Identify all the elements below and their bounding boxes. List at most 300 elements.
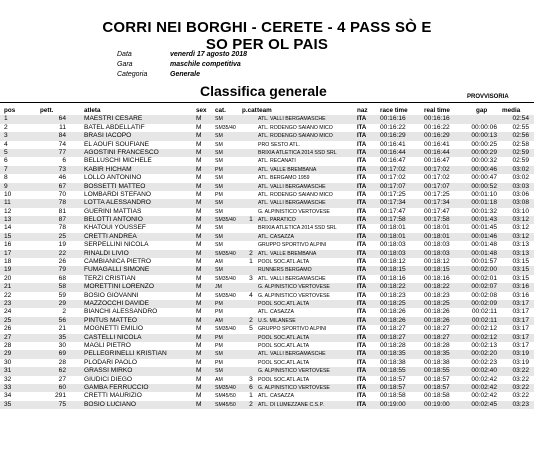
row-real-time: 00:18:12 <box>424 258 450 266</box>
row-gap: 00:02:12 <box>471 333 497 341</box>
row-bib: 25 <box>58 232 66 240</box>
row-category: SM <box>215 116 223 123</box>
row-category: SM35/40 <box>215 384 236 391</box>
race-title-line-1: CORRI NEI BORGHI - CERETE - 4 PASS SÒ E <box>102 19 432 36</box>
col-header-team: team <box>257 107 272 114</box>
row-gap: 00:02:42 <box>471 383 497 391</box>
row-athlete: CRETTI ANDREA <box>84 232 137 240</box>
row-average: 03:17 <box>512 341 529 349</box>
row-gap: 00:00:29 <box>471 148 497 156</box>
race-title-line-2: SO PER OL PAIS <box>205 36 329 53</box>
section-divider <box>0 102 534 103</box>
row-gap: 00:01:32 <box>471 207 497 215</box>
row-real-time: 00:18:58 <box>424 392 450 400</box>
col-header-nationality: naz <box>357 107 368 114</box>
row-position: 30 <box>4 358 12 366</box>
table-row <box>0 141 534 149</box>
row-nationality: ITA <box>357 158 367 165</box>
col-header-gap: gap <box>476 107 488 114</box>
row-gap: 00:00:32 <box>471 157 497 165</box>
row-position: 35 <box>4 400 12 408</box>
row-nationality: ITA <box>357 326 367 333</box>
row-athlete: GIUDICI DIEGO <box>84 375 132 383</box>
row-race-time: 00:18:38 <box>380 358 406 366</box>
row-team: G. ALPINISTICO VERTOVESE <box>258 284 330 291</box>
row-average: 03:16 <box>512 283 529 291</box>
row-bib: 79 <box>58 266 66 274</box>
row-real-time: 00:18:03 <box>424 249 450 257</box>
row-real-time: 00:18:01 <box>424 224 450 232</box>
row-real-time: 00:18:15 <box>424 266 450 274</box>
row-sex: M <box>196 299 202 307</box>
row-real-time: 00:17:02 <box>424 174 450 182</box>
row-nationality: ITA <box>357 334 367 341</box>
row-gap: 00:01:48 <box>471 249 497 257</box>
row-bib: 22 <box>58 249 66 257</box>
row-position: 6 <box>4 157 8 165</box>
col-header-category-position: p.cat <box>242 107 257 114</box>
table-row <box>0 376 534 384</box>
row-team: ATL. RECANATI <box>258 158 296 165</box>
row-team: POOL SOC.ATL.ALTA <box>258 359 310 366</box>
row-position: 14 <box>4 224 12 232</box>
row-average: 02:59 <box>512 157 529 165</box>
row-average: 02:55 <box>512 123 529 131</box>
row-category: SM <box>215 133 223 140</box>
row-athlete: CASTELLI NICOLA <box>84 333 142 341</box>
row-real-time: 00:16:22 <box>424 123 450 131</box>
row-category: SM <box>215 242 223 249</box>
row-athlete: MORETTINI LORENZO <box>84 283 154 291</box>
row-gap: 00:00:25 <box>471 140 497 148</box>
row-sex: M <box>196 157 202 165</box>
table-row <box>0 241 534 249</box>
row-race-time: 00:18:57 <box>380 383 406 391</box>
row-position: 5 <box>4 148 8 156</box>
row-gap: 00:01:43 <box>471 216 497 224</box>
row-category: SM35/40 <box>215 124 236 131</box>
table-row <box>0 392 534 400</box>
row-average: 03:15 <box>512 258 529 266</box>
row-position: 20 <box>4 274 12 282</box>
row-average: 03:13 <box>512 241 529 249</box>
row-race-time: 00:18:27 <box>380 333 406 341</box>
table-row <box>0 208 534 216</box>
row-race-time: 00:19:00 <box>380 400 406 408</box>
row-gap: 00:00:13 <box>471 132 497 140</box>
row-athlete: PELLEGRINELLI KRISTIAN <box>84 350 167 358</box>
row-real-time: 00:18:01 <box>424 232 450 240</box>
row-sex: M <box>196 132 202 140</box>
row-position: 10 <box>4 190 12 198</box>
row-nationality: ITA <box>357 191 367 198</box>
row-athlete: MAGLI PIETRO <box>84 341 131 349</box>
row-sex: M <box>196 123 202 131</box>
row-position: 4 <box>4 140 8 148</box>
row-sex: M <box>196 182 202 190</box>
row-nationality: ITA <box>357 376 367 383</box>
row-team: ATL. VALLE BREMBANA <box>258 166 317 173</box>
table-row <box>0 401 534 409</box>
row-team: ATL. VALLE BREMBANA <box>258 250 317 257</box>
row-bib: 58 <box>58 283 66 291</box>
row-real-time: 00:17:02 <box>424 165 450 173</box>
row-position: 34 <box>4 392 12 400</box>
row-category: PM <box>215 166 223 173</box>
row-category: PM <box>215 334 223 341</box>
row-position: 26 <box>4 325 12 333</box>
table-row <box>0 183 534 191</box>
row-bib: 291 <box>54 392 66 400</box>
row-sex: M <box>196 266 202 274</box>
row-category: SM <box>215 233 223 240</box>
row-team: ATL. VALLI BERGAMASCHE <box>258 183 326 190</box>
row-race-time: 00:18:55 <box>380 367 406 375</box>
row-category: PM <box>215 309 223 316</box>
row-nationality: ITA <box>357 124 367 131</box>
row-athlete: KABIR HICHAM <box>84 165 132 173</box>
row-gap: 00:02:42 <box>471 392 497 400</box>
table-row <box>0 359 534 367</box>
row-bib: 78 <box>58 199 66 207</box>
row-position: 31 <box>4 367 12 375</box>
row-average: 03:02 <box>512 165 529 173</box>
row-sex: M <box>196 140 202 148</box>
info-value: venerdì 17 agosto 2018 <box>170 51 248 58</box>
row-nationality: ITA <box>357 284 367 291</box>
row-athlete: LOTTA ALESSANDRO <box>84 199 151 207</box>
row-real-time: 00:18:28 <box>424 341 450 349</box>
row-real-time: 00:16:41 <box>424 140 450 148</box>
row-race-time: 00:17:07 <box>380 182 406 190</box>
row-average: 03:19 <box>512 358 529 366</box>
row-category: SM35/40 <box>215 217 236 224</box>
row-category-position: 1 <box>249 258 253 266</box>
row-nationality: ITA <box>357 267 367 274</box>
table-row <box>0 191 534 199</box>
table-row <box>0 384 534 392</box>
row-sex: M <box>196 400 202 408</box>
row-team: POOL SOC.ATL.ALTA <box>258 259 310 266</box>
row-category: SM35/40 <box>215 292 236 299</box>
row-real-time: 00:19:00 <box>424 400 450 408</box>
row-position: 11 <box>4 199 11 207</box>
row-bib: 62 <box>58 367 66 375</box>
row-gap: 00:01:46 <box>471 232 497 240</box>
row-average: 03:06 <box>512 190 529 198</box>
row-bib: 30 <box>58 341 66 349</box>
row-category: AM <box>215 259 223 266</box>
info-label: Gara <box>117 61 133 68</box>
row-bib: 75 <box>58 400 66 408</box>
row-position: 29 <box>4 350 12 358</box>
row-sex: M <box>196 367 202 375</box>
row-category: SM <box>215 200 223 207</box>
row-position: 3 <box>4 132 8 140</box>
row-bib: 70 <box>58 190 66 198</box>
row-bib: 21 <box>58 325 66 333</box>
row-nationality: ITA <box>357 309 367 316</box>
row-position: 25 <box>4 316 12 324</box>
row-average: 02:56 <box>512 132 529 140</box>
row-race-time: 00:17:02 <box>380 165 406 173</box>
row-team: G. ALPINISTICO VERTOVESE <box>258 384 330 391</box>
row-bib: 46 <box>58 174 66 182</box>
row-sex: M <box>196 207 202 215</box>
row-average: 03:17 <box>512 333 529 341</box>
row-average: 03:12 <box>512 224 529 232</box>
row-gap: 00:02:11 <box>471 316 497 324</box>
row-athlete: MAESTRI CESARE <box>84 115 143 123</box>
row-category-position: 1 <box>249 392 253 400</box>
row-category: SM <box>215 149 223 156</box>
row-position: 17 <box>4 249 12 257</box>
row-gap: 00:00:52 <box>471 182 497 190</box>
row-position: 18 <box>4 258 12 266</box>
row-real-time: 00:18:57 <box>424 375 450 383</box>
row-category: SM <box>215 351 223 358</box>
row-athlete: TERZI CRISTIAN <box>84 274 136 282</box>
row-sex: M <box>196 375 202 383</box>
row-position: 16 <box>4 241 12 249</box>
table-row <box>0 258 534 266</box>
section-header <box>0 83 534 105</box>
row-team: G. ALPINISTICO VERTOVESE <box>258 208 330 215</box>
row-race-time: 00:18:22 <box>380 283 406 291</box>
row-nationality: ITA <box>357 242 367 249</box>
row-race-time: 00:18:27 <box>380 325 406 333</box>
row-real-time: 00:18:16 <box>424 274 450 282</box>
row-athlete: RINALDI LIVIO <box>84 249 129 257</box>
row-nationality: ITA <box>357 401 367 408</box>
row-nationality: ITA <box>357 183 367 190</box>
row-athlete: FUMAGALLI SIMONE <box>84 266 150 274</box>
row-gap: 00:01:10 <box>471 190 497 198</box>
row-gap: 00:01:48 <box>471 241 497 249</box>
row-athlete: MOGNETTI EMILIO <box>84 325 143 333</box>
row-race-time: 00:17:58 <box>380 216 406 224</box>
row-gap: 00:02:45 <box>471 400 497 408</box>
row-average: 02:58 <box>512 140 529 148</box>
row-race-time: 00:16:29 <box>380 132 406 140</box>
row-real-time: 00:18:57 <box>424 383 450 391</box>
row-average: 03:17 <box>512 325 529 333</box>
row-race-time: 00:18:58 <box>380 392 406 400</box>
row-gap: 00:02:08 <box>471 291 497 299</box>
row-average: 03:22 <box>512 367 529 375</box>
row-category-position: 2 <box>249 249 253 257</box>
col-header-bib: pett. <box>40 107 54 114</box>
row-race-time: 00:18:26 <box>380 316 406 324</box>
row-category: JM <box>215 284 222 291</box>
row-gap: 00:02:07 <box>471 283 497 291</box>
row-athlete: LOMBARDI STEFANO <box>84 190 152 198</box>
row-team: ATL. CASAZZA <box>258 233 294 240</box>
row-gap: 00:02:09 <box>471 299 497 307</box>
row-position: 22 <box>4 291 12 299</box>
row-race-time: 00:18:01 <box>380 232 406 240</box>
row-race-time: 00:18:12 <box>380 258 406 266</box>
row-nationality: ITA <box>357 166 367 173</box>
col-header-athlete: atleta <box>84 107 101 114</box>
row-sex: M <box>196 341 202 349</box>
col-header-sex: sex <box>196 107 207 114</box>
row-position: 9 <box>4 182 8 190</box>
row-nationality: ITA <box>357 292 367 299</box>
row-real-time: 00:18:26 <box>424 308 450 316</box>
row-nationality: ITA <box>357 133 367 140</box>
row-athlete: BIANCHI ALESSANDRO <box>84 308 158 316</box>
row-team: GRUPPO SPORTIVO ALPINI <box>258 326 327 333</box>
row-race-time: 00:16:41 <box>380 140 406 148</box>
row-bib: 59 <box>58 291 66 299</box>
row-nationality: ITA <box>357 317 367 324</box>
row-sex: M <box>196 258 202 266</box>
table-row <box>0 166 534 174</box>
row-nationality: ITA <box>357 275 367 282</box>
row-average: 03:03 <box>512 182 529 190</box>
row-gap: 00:01:45 <box>471 224 497 232</box>
row-bib: 67 <box>58 182 66 190</box>
row-race-time: 00:18:01 <box>380 224 406 232</box>
row-bib: 11 <box>59 123 66 131</box>
row-category: SM45/50 <box>215 393 236 400</box>
row-sex: M <box>196 199 202 207</box>
row-team: G. ALPINISTICO VERTOVESE <box>258 292 330 299</box>
row-bib: 29 <box>58 299 66 307</box>
row-race-time: 00:17:47 <box>380 207 406 215</box>
table-row <box>0 199 534 207</box>
table-row <box>0 149 534 157</box>
row-bib: 28 <box>58 358 66 366</box>
row-position: 1 <box>4 115 8 123</box>
row-team: POOL SOC.ATL.ALTA <box>258 376 310 383</box>
table-row <box>0 367 534 375</box>
row-position: 28 <box>4 341 12 349</box>
row-average: 03:23 <box>512 400 529 408</box>
row-sex: M <box>196 392 202 400</box>
row-race-time: 00:16:47 <box>380 157 406 165</box>
col-header-real-time: real time <box>424 107 450 114</box>
row-real-time: 00:18:38 <box>424 358 450 366</box>
row-race-time: 00:18:57 <box>380 375 406 383</box>
row-gap: 00:01:57 <box>471 258 497 266</box>
row-team: RUNNERS BERGAMO <box>258 267 312 274</box>
row-race-time: 00:16:44 <box>380 148 406 156</box>
row-nationality: ITA <box>357 208 367 215</box>
row-average: 03:22 <box>512 392 529 400</box>
row-gap: 00:02:01 <box>471 274 497 282</box>
row-sex: M <box>196 291 202 299</box>
row-bib: 2 <box>62 308 66 316</box>
row-real-time: 00:18:22 <box>424 283 450 291</box>
results-table <box>0 107 534 409</box>
row-real-time: 00:16:29 <box>424 132 450 140</box>
row-category: SM <box>215 368 223 375</box>
row-average: 03:02 <box>512 174 529 182</box>
row-nationality: ITA <box>357 250 367 257</box>
row-athlete: BOSIO GIOVANNI <box>84 291 139 299</box>
row-team: PRO SESTO ATL. <box>258 141 300 148</box>
row-bib: 69 <box>58 350 66 358</box>
row-sex: M <box>196 358 202 366</box>
row-athlete: KHATOUI YOUSSEF <box>84 224 146 232</box>
col-header-race-time: race time <box>380 107 408 114</box>
row-real-time: 00:16:47 <box>424 157 450 165</box>
row-nationality: ITA <box>357 233 367 240</box>
info-value: Generale <box>170 71 200 78</box>
row-team: ATL. PARATICO <box>258 217 296 224</box>
table-row <box>0 216 534 224</box>
row-bib: 68 <box>58 274 66 282</box>
table-row <box>0 350 534 358</box>
row-average: 02:59 <box>512 148 529 156</box>
row-real-time: 00:16:44 <box>424 148 450 156</box>
row-race-time: 00:18:15 <box>380 266 406 274</box>
row-race-time: 00:18:28 <box>380 341 406 349</box>
row-average: 03:10 <box>512 207 529 215</box>
row-average: 03:22 <box>512 383 529 391</box>
row-gap: 00:02:00 <box>471 266 497 274</box>
row-gap: 00:00:06 <box>471 123 497 131</box>
row-position: 21 <box>4 283 12 291</box>
row-real-time: 00:18:27 <box>424 325 450 333</box>
row-bib: 27 <box>58 375 66 383</box>
row-team: ATL. CASAZZA <box>258 393 294 400</box>
row-athlete: BATEL ABDELLATIF <box>84 123 145 131</box>
row-race-time: 00:18:23 <box>380 291 406 299</box>
row-position: 27 <box>4 333 12 341</box>
row-position: 33 <box>4 383 12 391</box>
row-real-time: 00:18:55 <box>424 367 450 375</box>
row-bib: 19 <box>58 241 66 249</box>
row-athlete: MAZZOCCHI DAVIDE <box>84 299 150 307</box>
row-bib: 87 <box>58 216 66 224</box>
row-category-position: 4 <box>249 291 253 299</box>
row-average: 03:15 <box>512 274 529 282</box>
row-category-position: 1 <box>249 216 253 224</box>
row-gap: 00:00:47 <box>471 174 497 182</box>
row-athlete: GRASSI MIRKO <box>84 367 133 375</box>
table-row <box>0 115 534 123</box>
row-real-time: 00:18:23 <box>424 291 450 299</box>
row-gap: 00:02:42 <box>471 375 497 383</box>
results-rows <box>0 115 534 409</box>
row-athlete: CAMBIANICA PIETRO <box>84 258 152 266</box>
row-position: 32 <box>4 375 12 383</box>
row-gap: 00:02:20 <box>471 350 497 358</box>
row-category: AM <box>215 317 223 324</box>
row-real-time: 00:18:35 <box>424 350 450 358</box>
row-gap: 00:02:13 <box>471 341 497 349</box>
row-athlete: SERPELLINI NICOLA <box>84 241 149 249</box>
row-category: SM <box>215 208 223 215</box>
row-position: 19 <box>4 266 12 274</box>
row-category: SM45/50 <box>215 401 236 408</box>
row-sex: M <box>196 308 202 316</box>
row-real-time: 00:17:58 <box>424 216 450 224</box>
info-label: Data <box>117 51 132 58</box>
info-value: maschile competitiva <box>170 61 241 68</box>
col-header-pos: pos <box>4 107 16 114</box>
row-sex: M <box>196 224 202 232</box>
row-race-time: 00:17:02 <box>380 174 406 182</box>
row-category: SM <box>215 175 223 182</box>
row-category: SM <box>215 158 223 165</box>
row-team: ATL. VALLI BERGAMASCHE <box>258 351 326 358</box>
row-position: 8 <box>4 174 8 182</box>
table-row <box>0 224 534 232</box>
